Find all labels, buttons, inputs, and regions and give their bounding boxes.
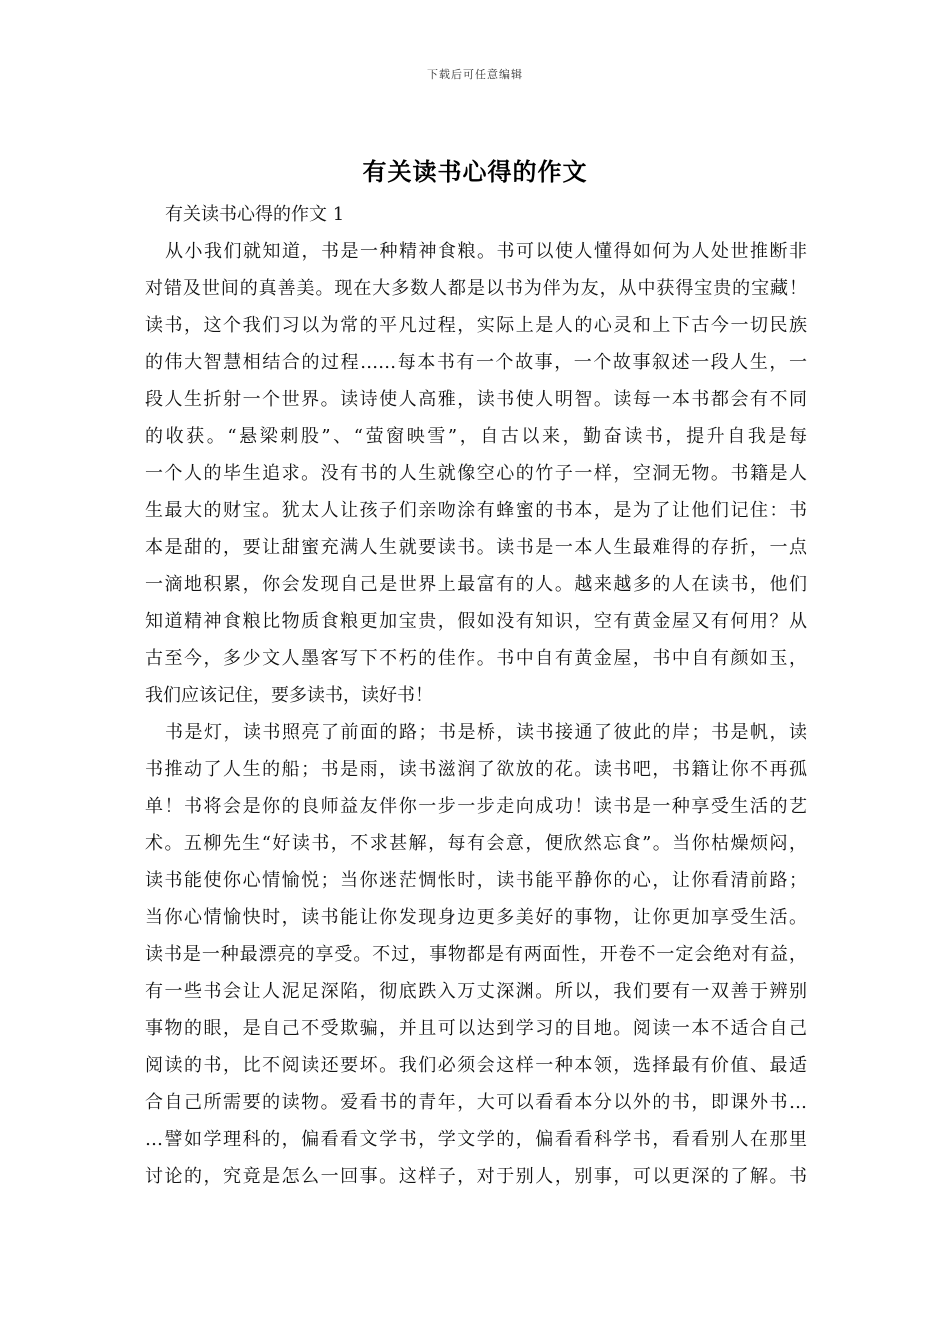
text-line: 当你心情愉快时，读书能让你发现身边更多美好的事物，让你更加享受生活。 — [145, 907, 807, 928]
text-line: 读书是一种最漂亮的享受。不过，事物都是有两面性，开卷不一定会绝对有益， — [145, 944, 807, 965]
header-note: 下载后可任意编辑 — [427, 68, 523, 81]
page-title: 有关读书心得的作文 — [362, 157, 588, 186]
text-line: 的收获。“悬梁刺股”、“萤窗映雪”，自古以来，勤奋读书，提升自我是每 — [145, 426, 807, 447]
text-line: 有一些书会让人泥足深陷，彻底跌入万丈深渊。所以，我们要有一双善于辨别 — [145, 981, 807, 1002]
text-line: 一个人的毕生追求。没有书的人生就像空心的竹子一样，空洞无物。书籍是人 — [145, 463, 807, 484]
text-line: 从小我们就知道，书是一种精神食粮。书可以使人懂得如何为人处世推断非 — [165, 241, 807, 262]
text-line: …譬如学理科的，偏看看文学书，学文学的，偏看看科学书，看看别人在那里 — [145, 1129, 807, 1150]
text-line: 单！书将会是你的良师益友伴你一步一步走向成功！读书是一种享受生活的艺 — [145, 796, 807, 817]
section-subheading: 有关读书心得的作文 1 — [165, 204, 345, 225]
text-line: 合自己所需要的读物。爱看书的青年，大可以看看本分以外的书，即课外书… — [145, 1092, 807, 1113]
text-line: 段人生折射一个世界。读诗使人高雅，读书使人明智。读每一本书都会有不同 — [145, 389, 807, 410]
document-body — [145, 196, 807, 1195]
paragraph-2 — [145, 714, 807, 1195]
text-line: 书是灯，读书照亮了前面的路；书是桥，读书接通了彼此的岸；书是帆，读 — [165, 722, 807, 743]
text-line: 一滴地积累，你会发现自己是世界上最富有的人。越来越多的人在读书，他们 — [145, 574, 807, 595]
text-line: 讨论的，究竟是怎么一回事。这样子，对于别人，别事，可以更深的了解。书 — [145, 1166, 807, 1187]
text-line: 读书能使你心情愉悦；当你迷茫惆怅时，读书能平静你的心，让你看清前路； — [145, 870, 807, 891]
paragraph-1 — [145, 233, 807, 714]
text-line: 书推动了人生的船；书是雨，读书滋润了欲放的花。读书吧，书籍让你不再孤 — [145, 759, 807, 780]
text-line: 对错及世间的真善美。现在大多数人都是以书为伴为友，从中获得宝贵的宝藏！ — [145, 278, 807, 299]
text-line: 我们应该记住，要多读书，读好书！ — [145, 685, 433, 706]
text-line: 阅读的书，比不阅读还要坏。我们必须会这样一种本领，选择最有价值、最适 — [145, 1055, 807, 1076]
text-line: 的伟大智慧相结合的过程……每本书有一个故事，一个故事叙述一段人生，一 — [145, 352, 807, 373]
text-line: 本是甜的，要让甜蜜充满人生就要读书。读书是一本人生最难得的存折，一点 — [145, 537, 807, 558]
text-line: 事物的眼，是自己不受欺骗，并且可以达到学习的目地。阅读一本不适合自己 — [145, 1018, 807, 1039]
text-line: 读书，这个我们习以为常的平凡过程，实际上是人的心灵和上下古今一切民族 — [145, 315, 807, 336]
text-line: 术。五柳先生“好读书，不求甚解，每有会意，便欣然忘食”。当你枯燥烦闷， — [145, 833, 807, 854]
text-line: 古至今，多少文人墨客写下不朽的佳作。书中自有黄金屋，书中自有颜如玉， — [145, 648, 807, 669]
text-line: 知道精神食粮比物质食粮更加宝贵，假如没有知识，空有黄金屋又有何用？从 — [145, 611, 807, 632]
text-line: 生最大的财宝。犹太人让孩子们亲吻涂有蜂蜜的书本，是为了让他们记住：书 — [145, 500, 807, 521]
